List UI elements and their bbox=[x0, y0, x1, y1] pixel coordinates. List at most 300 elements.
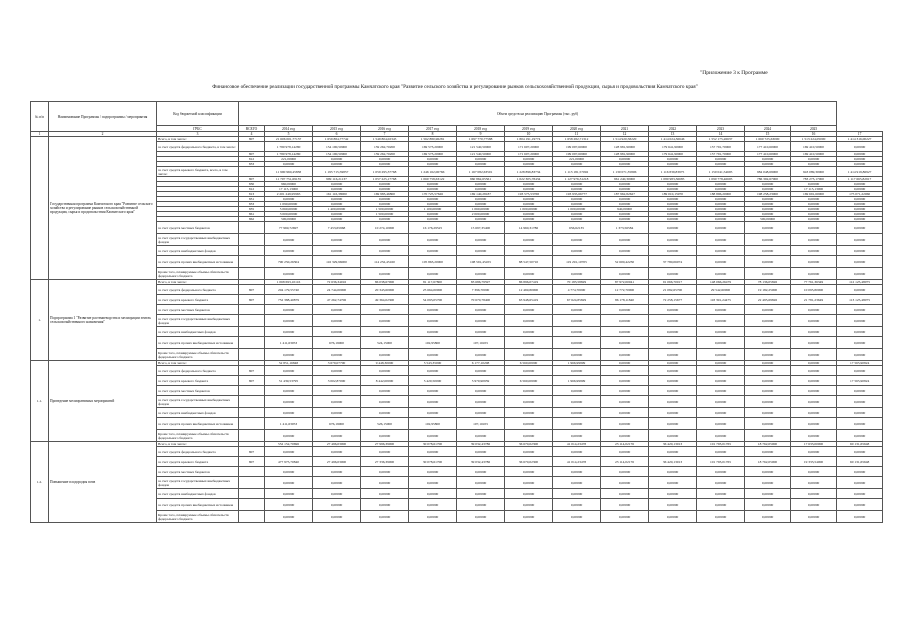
column-number: 14 bbox=[697, 132, 745, 137]
value-cell: 101 793,01765 bbox=[697, 442, 745, 447]
grbs-code bbox=[239, 142, 265, 152]
value-cell: 0,00000 bbox=[697, 315, 745, 327]
value-cell: 0,00000 bbox=[409, 197, 457, 202]
value-cell: 0,00000 bbox=[361, 305, 409, 315]
value-cell: 0,00000 bbox=[457, 477, 505, 489]
row-label: Всего, в том числе: bbox=[157, 361, 239, 366]
grbs-code: 830 bbox=[239, 182, 265, 187]
header-name: Наименование Программы / подпрограммы / мероприятия bbox=[49, 102, 157, 132]
value-cell: 0,00000 bbox=[505, 212, 553, 217]
grbs-code bbox=[239, 467, 265, 477]
column-number: 9 bbox=[457, 132, 505, 137]
value-cell: 0,00000 bbox=[649, 162, 697, 167]
value-cell: 23 114,02176 bbox=[601, 457, 649, 467]
header-year: 2020 год bbox=[553, 126, 601, 132]
value-cell: 0,00000 bbox=[601, 386, 649, 396]
value-cell: 0,00000 bbox=[697, 256, 745, 268]
value-cell: 0,00000 bbox=[791, 197, 837, 202]
appendix-label: "Приложение 3 к Программе bbox=[700, 70, 768, 76]
value-cell: 47 262,74706 bbox=[313, 295, 361, 305]
value-cell: 1 060,00000 bbox=[457, 207, 505, 212]
value-cell: 187 962,82627 bbox=[601, 192, 649, 197]
value-cell: 0,00000 bbox=[649, 222, 697, 234]
value-cell: 121 540,50000 bbox=[457, 152, 505, 157]
value-cell: 0,00000 bbox=[791, 408, 837, 418]
value-cell: 0,00000 bbox=[409, 366, 457, 376]
value-cell: 102,95800 bbox=[409, 418, 457, 430]
grbs-code: 812 bbox=[239, 187, 265, 192]
row-label: за счет средств прочих внебюджетных источников bbox=[157, 256, 239, 268]
value-cell: 0,00000 bbox=[837, 152, 883, 157]
value-cell: 0,00000 bbox=[601, 376, 649, 386]
value-cell: 10 095,80000 bbox=[791, 285, 837, 295]
value-cell: 0,00000 bbox=[837, 285, 883, 295]
table-row bbox=[31, 366, 883, 376]
value-cell: 0,00000 bbox=[313, 234, 361, 246]
header-grbs: ГРБС bbox=[157, 126, 239, 132]
row-number: 1.2. bbox=[31, 442, 49, 523]
column-number: 3 bbox=[157, 132, 239, 137]
value-cell: 0,00000 bbox=[697, 511, 745, 523]
value-cell: 0,00000 bbox=[505, 246, 553, 256]
value-cell: 0,00000 bbox=[745, 327, 791, 337]
table-row bbox=[31, 418, 883, 430]
value-cell: 70 183,58829 bbox=[553, 280, 601, 285]
value-cell: 0,00000 bbox=[601, 467, 649, 477]
grbs-code bbox=[239, 315, 265, 327]
value-cell: 20 343,60000 bbox=[361, 285, 409, 295]
value-cell: 36 670,02300 bbox=[505, 457, 553, 467]
grbs-code: 807 bbox=[239, 366, 265, 376]
grbs-code bbox=[239, 499, 265, 511]
value-cell: 0,00000 bbox=[601, 349, 649, 361]
value-cell: 0,00000 bbox=[505, 418, 553, 430]
column-number: 15 bbox=[745, 132, 791, 137]
value-cell: 1 060 758,63122 bbox=[409, 177, 457, 182]
value-cell: 0,00000 bbox=[553, 366, 601, 376]
value-cell: 1 246 162,06766 bbox=[409, 167, 457, 177]
value-cell: 199 097,60000 bbox=[553, 152, 601, 157]
value-cell: 0,00000 bbox=[313, 499, 361, 511]
value-cell: 7 453,65968 bbox=[313, 222, 361, 234]
value-cell: 0,00000 bbox=[409, 212, 457, 217]
value-cell: 16 176,29525 bbox=[409, 222, 457, 234]
row-label: Кроме того, планируемые объемы обязательств федерального бюджета bbox=[157, 349, 239, 361]
value-cell: 0,00000 bbox=[409, 408, 457, 418]
value-cell: 0,00000 bbox=[553, 489, 601, 499]
value-cell: 22 495,69826 bbox=[745, 295, 791, 305]
value-cell: 1 195 715,59857 bbox=[313, 167, 361, 177]
value-cell: 0,00000 bbox=[601, 361, 649, 366]
value-cell: 960 862,65561 bbox=[457, 177, 505, 182]
row-label: за счет средств государственных внебюджетных фондов bbox=[157, 477, 239, 489]
value-cell: 0,00000 bbox=[457, 197, 505, 202]
header-year: 2025 bbox=[791, 126, 837, 132]
table-row bbox=[31, 285, 883, 295]
value-cell: 114 232,45160 bbox=[361, 256, 409, 268]
header-num: № п/п bbox=[31, 102, 49, 132]
value-cell: 3 002,87000 bbox=[313, 376, 361, 386]
value-cell: 0,00000 bbox=[837, 396, 883, 408]
value-cell: 177 410,60000 bbox=[745, 152, 791, 157]
value-cell: 0,00000 bbox=[745, 349, 791, 361]
value-cell: 0,00000 bbox=[649, 187, 697, 192]
value-cell: 0,00000 bbox=[649, 430, 697, 442]
value-cell: 0,00000 bbox=[837, 408, 883, 418]
value-cell: 0,00000 bbox=[649, 207, 697, 212]
value-cell: 0,00000 bbox=[791, 182, 837, 187]
row-label: за счет средств местных бюджетов bbox=[157, 305, 239, 315]
value-cell: 12 772,70000 bbox=[601, 285, 649, 295]
value-cell: 0,00000 bbox=[791, 315, 837, 327]
value-cell: 221,00000 bbox=[553, 157, 601, 162]
value-cell: 0,00000 bbox=[649, 217, 697, 222]
value-cell: 0,00000 bbox=[697, 337, 745, 349]
value-cell: 0,00000 bbox=[745, 305, 791, 315]
value-cell: 0,00000 bbox=[313, 197, 361, 202]
value-cell: 0,00000 bbox=[457, 366, 505, 376]
value-cell: 984 048,69000 bbox=[745, 167, 791, 177]
table-row bbox=[31, 327, 883, 337]
value-cell: 193 935,66777 bbox=[553, 192, 601, 197]
value-cell: 0,00000 bbox=[791, 366, 837, 376]
value-cell: 0,00000 bbox=[649, 197, 697, 202]
value-cell: 0,00000 bbox=[697, 162, 745, 167]
value-cell: 0,00000 bbox=[601, 447, 649, 457]
value-cell: 15 697,35400 bbox=[457, 222, 505, 234]
value-cell: 0,00000 bbox=[649, 337, 697, 349]
value-cell: 0,00000 bbox=[457, 217, 505, 222]
value-cell: 0,00000 bbox=[409, 396, 457, 408]
row-label: за счет средств внебюджетных фондов bbox=[157, 489, 239, 499]
row-label: за счет средств государственных внебюджетных фондов bbox=[157, 234, 239, 246]
value-cell: 0,00000 bbox=[745, 511, 791, 523]
value-cell: 0,00000 bbox=[697, 489, 745, 499]
value-cell: 0,00000 bbox=[457, 315, 505, 327]
value-cell: 0,00000 bbox=[505, 157, 553, 162]
value-cell: 0,00000 bbox=[553, 305, 601, 315]
value-cell: 0,00000 bbox=[791, 246, 837, 256]
value-cell: 0,00000 bbox=[697, 408, 745, 418]
table-row bbox=[31, 396, 883, 408]
value-cell: 0,00000 bbox=[697, 197, 745, 202]
value-cell: 0,00000 bbox=[361, 187, 409, 192]
value-cell: 193 575,53768 bbox=[505, 192, 553, 197]
value-cell: 0,00000 bbox=[837, 349, 883, 361]
value-cell: 17 565,90824 bbox=[837, 361, 883, 366]
value-cell: 0,00000 bbox=[649, 157, 697, 162]
value-cell: 83 686,79597 bbox=[457, 280, 505, 285]
table-row bbox=[31, 305, 883, 315]
grbs-code bbox=[239, 246, 265, 256]
value-cell: 52 600,42230 bbox=[601, 256, 649, 268]
grbs-code: 833 bbox=[239, 162, 265, 167]
value-cell: 1 000,00000 bbox=[505, 207, 553, 212]
row-label: за счет средств государственных внебюджетных фондов bbox=[157, 315, 239, 327]
value-cell: 0,00000 bbox=[457, 162, 505, 167]
value-cell: 0,00000 bbox=[697, 212, 745, 217]
value-cell: 159 262,70200 bbox=[361, 152, 409, 157]
value-cell: 0,00000 bbox=[697, 268, 745, 280]
value-cell: 0,00000 bbox=[505, 408, 553, 418]
value-cell: 0,00000 bbox=[313, 327, 361, 337]
value-cell: 2 201 249,95965 bbox=[265, 192, 313, 197]
value-cell: 0,00000 bbox=[649, 376, 697, 386]
row-label: Кроме того, планируемые объемы обязательств федерального бюджета bbox=[157, 268, 239, 280]
value-cell: 0,00000 bbox=[409, 202, 457, 207]
value-cell: 6 560,00000 bbox=[505, 376, 553, 386]
value-cell: 0,00000 bbox=[505, 315, 553, 327]
value-cell: 0,00000 bbox=[745, 256, 791, 268]
value-cell: 36 420,13013 bbox=[649, 457, 697, 467]
value-cell: 0,00000 bbox=[791, 511, 837, 523]
value-cell: 1 500,00000 bbox=[361, 207, 409, 212]
grbs-code bbox=[239, 222, 265, 234]
value-cell: 0,00000 bbox=[649, 477, 697, 489]
value-cell: 23 114,02176 bbox=[601, 442, 649, 447]
value-cell: 0,00000 bbox=[745, 315, 791, 327]
value-cell: 0,00000 bbox=[505, 349, 553, 361]
value-cell: 41 014,23478 bbox=[553, 442, 601, 447]
value-cell: 2 000,00000 bbox=[457, 212, 505, 217]
row-label: Кроме того, планируемые объемы обязательств федерального бюджета bbox=[157, 511, 239, 523]
value-cell: 1 514 920,58220 bbox=[601, 137, 649, 142]
value-cell: 0,00000 bbox=[265, 447, 313, 457]
column-number: 17 bbox=[837, 132, 883, 137]
value-cell: 0,00000 bbox=[505, 511, 553, 523]
value-cell: 0,00000 bbox=[837, 157, 883, 162]
value-cell: 0,00000 bbox=[697, 361, 745, 366]
value-cell: 0,00000 bbox=[313, 157, 361, 162]
value-cell: 72 258,15677 bbox=[649, 295, 697, 305]
value-cell: 0,00000 bbox=[457, 187, 505, 192]
row-number: 1.1. bbox=[31, 361, 49, 442]
value-cell: 118 391,24475 bbox=[697, 295, 745, 305]
value-cell: 0,00000 bbox=[791, 499, 837, 511]
value-cell: 0,00000 bbox=[649, 202, 697, 207]
value-cell: 0,00000 bbox=[361, 268, 409, 280]
value-cell: 0,00000 bbox=[313, 511, 361, 523]
column-number: 2 bbox=[49, 132, 157, 137]
value-cell: 7 396,70000 bbox=[457, 285, 505, 295]
value-cell: 36 420,13013 bbox=[649, 442, 697, 447]
row-label: за счет средств федерального бюджета, в том числе: bbox=[157, 142, 239, 152]
value-cell: 0,00000 bbox=[697, 305, 745, 315]
grbs-code bbox=[239, 511, 265, 523]
row-label: за счет средств краевого бюджета bbox=[157, 376, 239, 386]
value-cell: 121 540,50000 bbox=[457, 142, 505, 152]
value-cell: 25 664,00000 bbox=[409, 285, 457, 295]
row-label: за счет средств прочих внебюджетных источников bbox=[157, 418, 239, 430]
value-cell: 0,00000 bbox=[361, 447, 409, 457]
value-cell: 0,00000 bbox=[265, 477, 313, 489]
value-cell: 0,00000 bbox=[791, 447, 837, 457]
value-cell: 10 274,10000 bbox=[361, 222, 409, 234]
value-cell: 198 258,23000 bbox=[745, 192, 791, 197]
row-label: за счет средств местных бюджетов bbox=[157, 467, 239, 477]
value-cell: 0,00000 bbox=[601, 182, 649, 187]
value-cell: 107,10455 bbox=[457, 418, 505, 430]
value-cell: 0,00000 bbox=[457, 499, 505, 511]
grbs-code bbox=[239, 396, 265, 408]
value-cell: 0,00000 bbox=[745, 268, 791, 280]
grbs-code bbox=[239, 327, 265, 337]
value-cell: 0,00000 bbox=[601, 315, 649, 327]
value-cell: 0,00000 bbox=[837, 489, 883, 499]
item-name: Государственная программа Камчатского края "Развитие сельского хозяйства и регулирование рынков сельскохозяйственной продукции, сырья и продовольствия Камчатского края" bbox=[49, 137, 157, 280]
value-cell: 1 373,56584 bbox=[601, 222, 649, 234]
value-cell: 0,00000 bbox=[553, 511, 601, 523]
value-cell: 0,00000 bbox=[265, 315, 313, 327]
value-cell: 0,00000 bbox=[457, 349, 505, 361]
column-number: 13 bbox=[649, 132, 697, 137]
value-cell: 500,00000 bbox=[745, 217, 791, 222]
value-cell: 30 078,61700 bbox=[409, 442, 457, 447]
value-cell: 0,00000 bbox=[361, 477, 409, 489]
value-cell: 0,00000 bbox=[601, 408, 649, 418]
value-cell: 0,00000 bbox=[601, 234, 649, 246]
grbs-code bbox=[239, 408, 265, 418]
value-cell: 0,00000 bbox=[745, 386, 791, 396]
value-cell: 0,00000 bbox=[457, 305, 505, 315]
grbs-code bbox=[239, 256, 265, 268]
value-cell: 0,00000 bbox=[745, 202, 791, 207]
column-number: 8 bbox=[409, 132, 457, 137]
value-cell: 116 329,96000 bbox=[313, 256, 361, 268]
column-number: 4 bbox=[239, 132, 265, 137]
table-row bbox=[31, 408, 883, 418]
value-cell: 1 150 041,54695 bbox=[697, 167, 745, 177]
grbs-code bbox=[239, 167, 265, 177]
value-cell: 0,00000 bbox=[361, 234, 409, 246]
value-cell: 1 090,00000 bbox=[265, 202, 313, 207]
row-label: Всего, в том числе: bbox=[157, 442, 239, 447]
value-cell: 19 182,25000 bbox=[745, 285, 791, 295]
value-cell: 0,00000 bbox=[409, 157, 457, 162]
value-cell: 0,00000 bbox=[649, 489, 697, 499]
value-cell: 0,00000 bbox=[837, 187, 883, 192]
value-cell: 0,00000 bbox=[601, 212, 649, 217]
value-cell: 0,00000 bbox=[265, 305, 313, 315]
value-cell: 169 410,50000 bbox=[791, 142, 837, 152]
row-label: за счет средств местных бюджетов bbox=[157, 386, 239, 396]
value-cell: 27 996,39000 bbox=[361, 442, 409, 447]
value-cell: 0,00000 bbox=[649, 305, 697, 315]
value-cell: 1 400,00000 bbox=[313, 207, 361, 212]
value-cell: 0,00000 bbox=[265, 408, 313, 418]
value-cell: 0,00000 bbox=[409, 499, 457, 511]
value-cell: 960,00000 bbox=[265, 182, 313, 187]
value-cell: 0,00000 bbox=[745, 222, 791, 234]
value-cell: 0,00000 bbox=[837, 142, 883, 152]
header-year: 2014 год bbox=[265, 126, 313, 132]
value-cell: 0,00000 bbox=[697, 499, 745, 511]
value-cell: 0,00000 bbox=[505, 477, 553, 489]
grbs-code: 807 bbox=[239, 137, 265, 142]
value-cell: 30 078,61700 bbox=[409, 457, 457, 467]
value-cell: 0,00000 bbox=[457, 511, 505, 523]
value-cell: 1 414 919,86927 bbox=[837, 167, 883, 177]
value-cell: 107,10455 bbox=[457, 337, 505, 349]
value-cell: 8 442,00000 bbox=[361, 376, 409, 386]
value-cell: 0,00000 bbox=[457, 386, 505, 396]
value-cell: 112 125,48075 bbox=[837, 280, 883, 285]
value-cell: 101 793,01765 bbox=[697, 457, 745, 467]
value-cell: 0,00000 bbox=[745, 489, 791, 499]
value-cell: 0,00000 bbox=[601, 418, 649, 430]
value-cell: 175 071,22060 bbox=[837, 192, 883, 197]
value-cell: 18 762,05000 bbox=[745, 457, 791, 467]
value-cell: 0,00000 bbox=[409, 305, 457, 315]
grbs-code bbox=[239, 349, 265, 361]
value-cell: 786 392,67000 bbox=[745, 177, 791, 182]
value-cell: 0,00000 bbox=[505, 467, 553, 477]
value-cell: 0,00000 bbox=[745, 499, 791, 511]
value-cell: 169 573,20000 bbox=[409, 152, 457, 157]
value-cell: 0,00000 bbox=[313, 489, 361, 499]
value-cell: 790 250,26304 bbox=[265, 256, 313, 268]
value-cell: 0,00000 bbox=[697, 217, 745, 222]
value-cell: 0,00000 bbox=[649, 366, 697, 376]
value-cell: 0,00000 bbox=[409, 315, 457, 327]
value-cell: 0,00000 bbox=[457, 408, 505, 418]
value-cell: 0,00000 bbox=[791, 361, 837, 366]
value-cell: 0,00000 bbox=[409, 268, 457, 280]
value-cell: 0,00000 bbox=[745, 234, 791, 246]
value-cell: 0,00000 bbox=[791, 430, 837, 442]
value-cell: 1 660 725,63000 bbox=[745, 137, 791, 142]
value-cell: 27 336,39000 bbox=[361, 457, 409, 467]
value-cell: 0,00000 bbox=[361, 349, 409, 361]
value-cell: 676,19000 bbox=[313, 337, 361, 349]
table-row bbox=[31, 467, 883, 477]
value-cell: 27 496,03000 bbox=[313, 457, 361, 467]
item-name: Повышение плодородия почв bbox=[49, 442, 157, 523]
value-cell: 0,00000 bbox=[265, 396, 313, 408]
value-cell: 0,00000 bbox=[649, 361, 697, 366]
value-cell: 0,00000 bbox=[745, 182, 791, 187]
item-name: Проведение мелиоративных мероприятий bbox=[49, 361, 157, 442]
value-cell: 0,00000 bbox=[837, 447, 883, 457]
value-cell: 0,00000 bbox=[505, 430, 553, 442]
value-cell: 128 981,90000 bbox=[601, 152, 649, 157]
value-cell: 0,00000 bbox=[553, 182, 601, 187]
value-cell: 0,00000 bbox=[837, 202, 883, 207]
value-cell: 119 291,10705 bbox=[553, 256, 601, 268]
value-cell: 0,00000 bbox=[361, 499, 409, 511]
value-cell: 0,00000 bbox=[745, 157, 791, 162]
value-cell: 0,00000 bbox=[601, 187, 649, 192]
value-cell: 0,00000 bbox=[553, 499, 601, 511]
value-cell: 0,00000 bbox=[745, 477, 791, 489]
value-cell: 0,00000 bbox=[265, 234, 313, 246]
grbs-code: 813 bbox=[239, 192, 265, 197]
value-cell: 11 707 751,69135 bbox=[265, 177, 313, 182]
value-cell: 0,00000 bbox=[313, 349, 361, 361]
value-cell: 0,00000 bbox=[837, 305, 883, 315]
value-cell: 0,00000 bbox=[409, 217, 457, 222]
value-cell: 0,00000 bbox=[791, 234, 837, 246]
value-cell: 0,00000 bbox=[457, 430, 505, 442]
column-number: 7 bbox=[361, 132, 409, 137]
value-cell: 78 136,05826 bbox=[745, 280, 791, 285]
value-cell: 0,00000 bbox=[745, 212, 791, 217]
value-cell: 0,00000 bbox=[265, 366, 313, 376]
value-cell: 943 089,30000 bbox=[791, 167, 837, 177]
value-cell: 0,00000 bbox=[457, 467, 505, 477]
value-cell: 1 000,00000 bbox=[553, 207, 601, 212]
value-cell: 17 115,13000 bbox=[265, 187, 313, 192]
